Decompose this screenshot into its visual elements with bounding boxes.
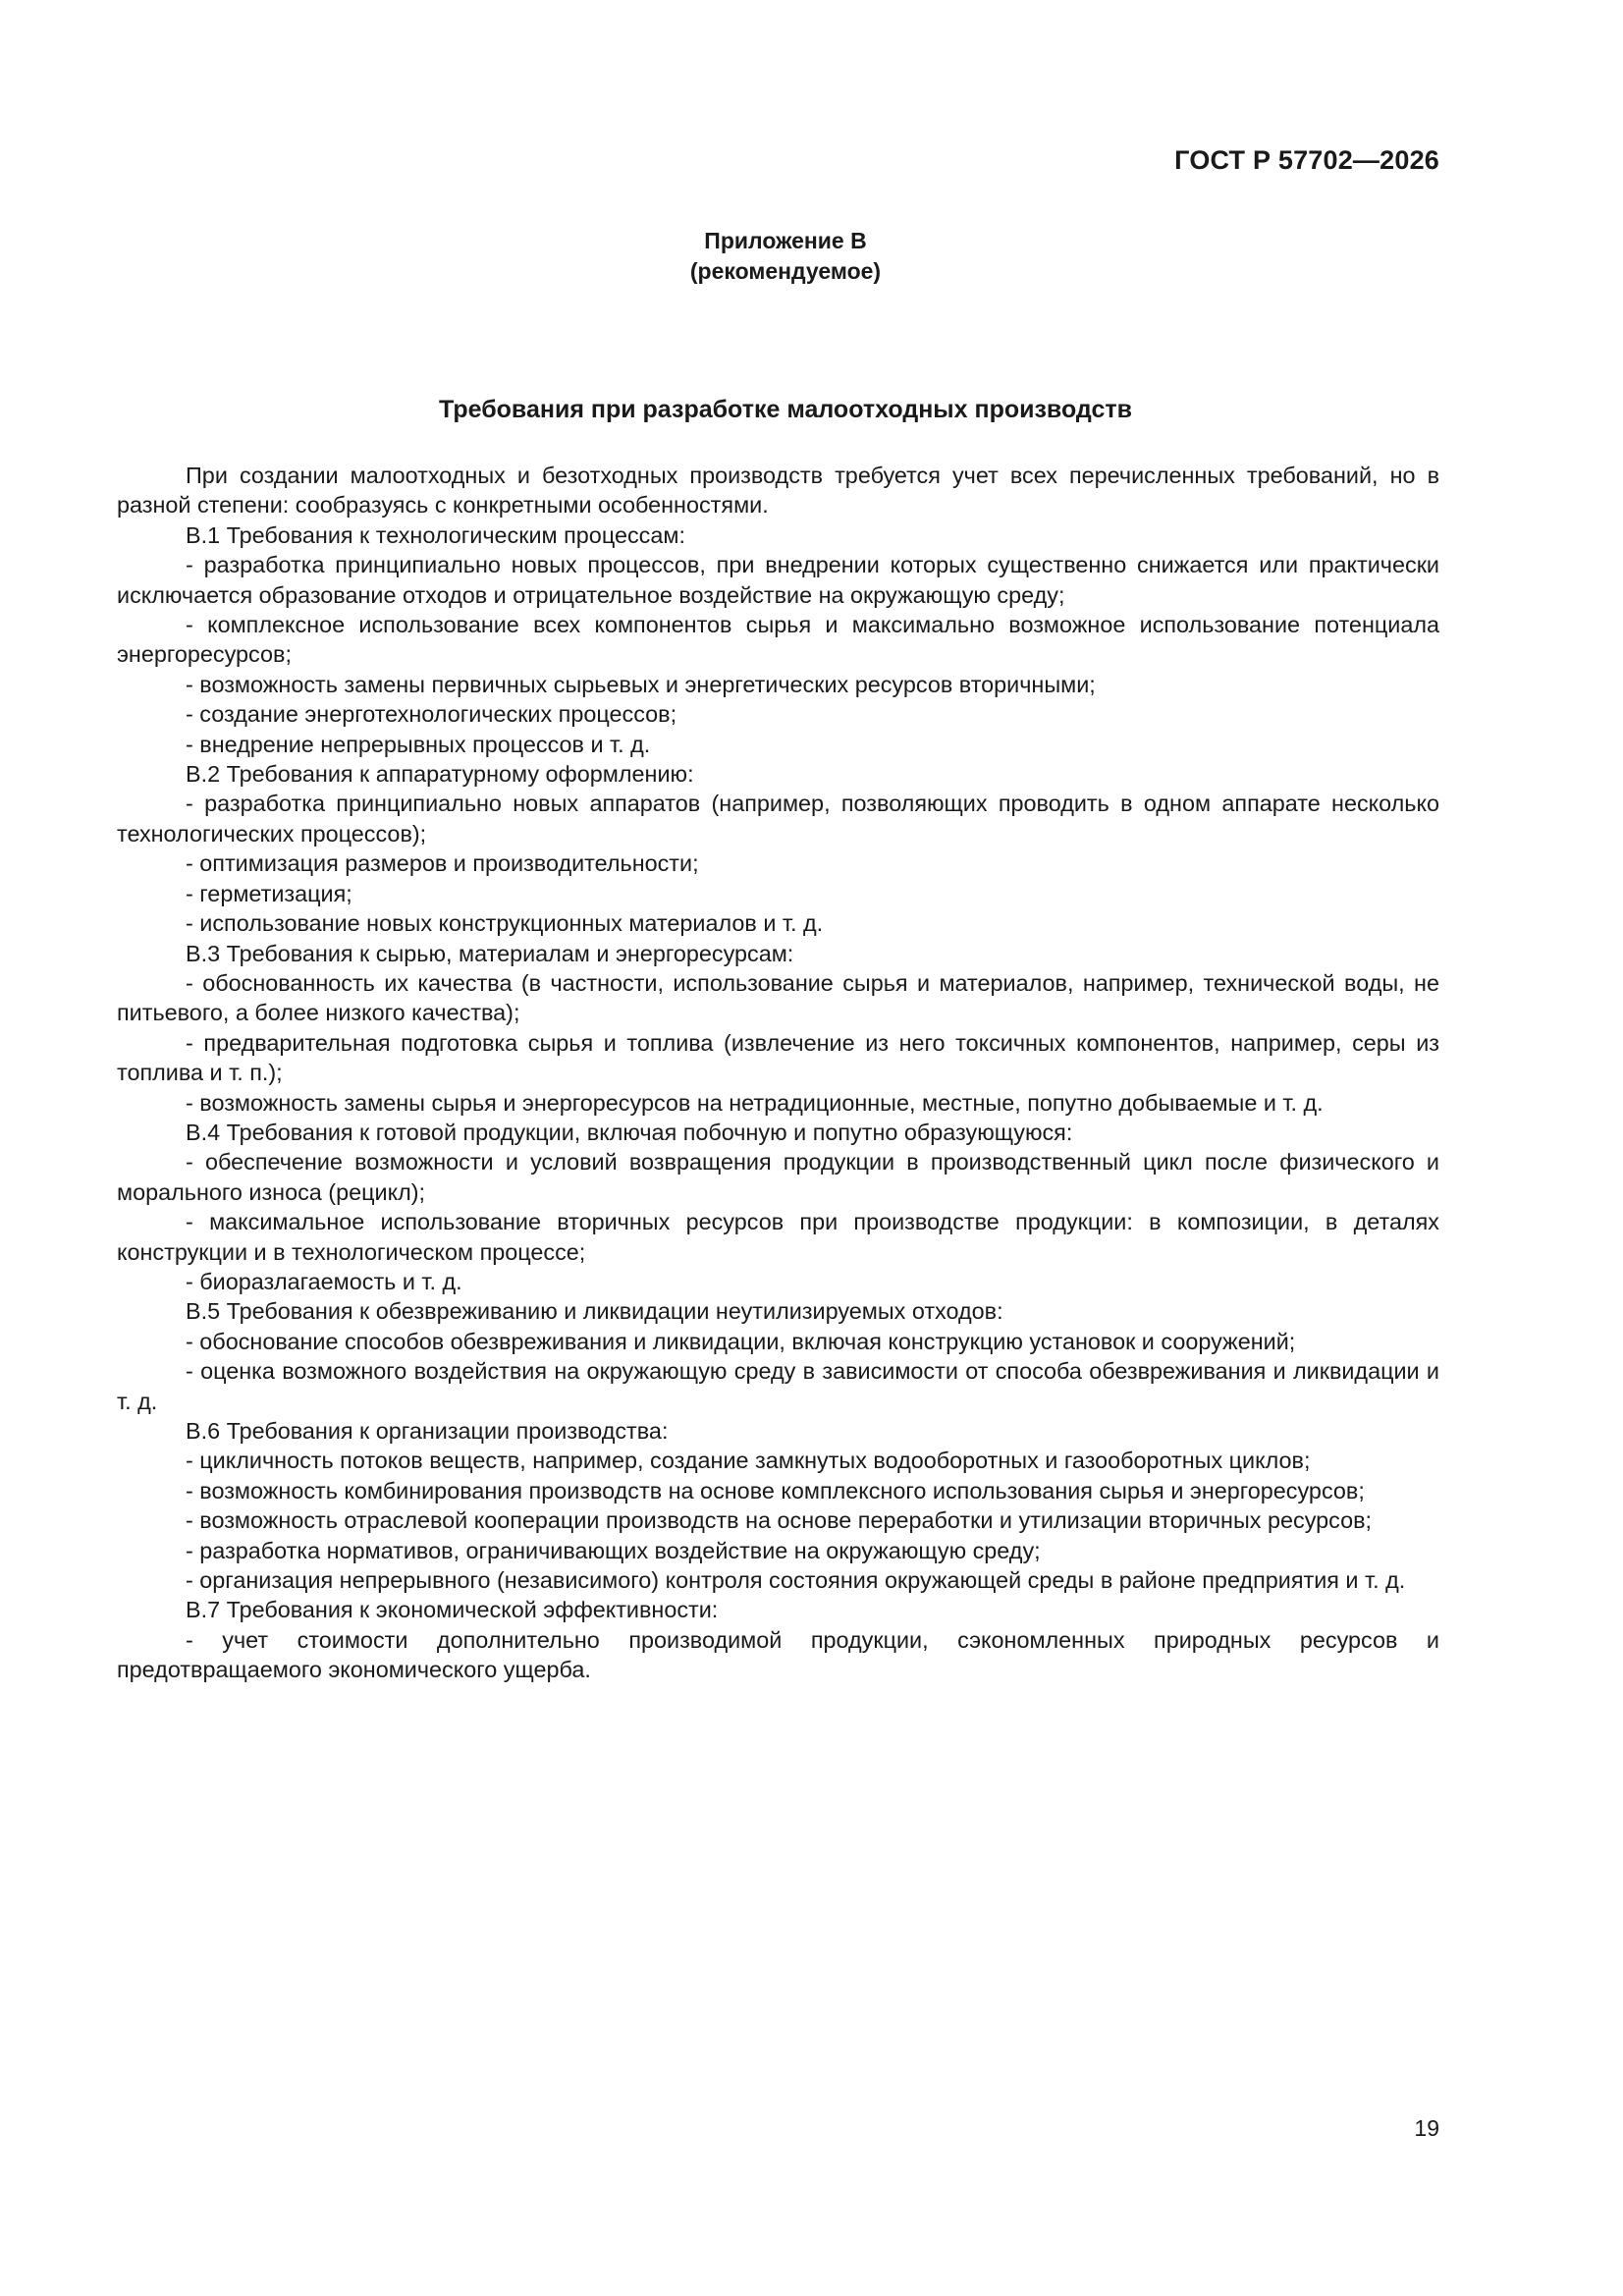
- clause-heading: В.7 Требования к экономической эффективности:: [186, 1597, 719, 1623]
- list-item: - возможность замены первичных сырьевых и энергетических ресурсов вторичными;: [186, 671, 1096, 697]
- clause-heading: В.6 Требования к организации производства:: [186, 1418, 669, 1444]
- appendix-status: (рекомендуемое): [689, 258, 882, 284]
- list-item: - герметизация;: [186, 880, 352, 906]
- list-item: - предварительная подготовка сырья и топлива (извлечение из него токсичных компонентов, например, серы из топлива и т. п.);: [117, 1029, 1439, 1086]
- list-item: - внедрение непрерывных процессов и т. д.: [186, 731, 651, 757]
- document-body: [117, 461, 1439, 1685]
- page-number: 19: [1414, 2115, 1439, 2141]
- list-item: - обеспечение возможности и условий возвращения продукции в производственный цикл после физического и морального износа (рецикл);: [117, 1149, 1439, 1205]
- clause-heading: В.3 Требования к сырью, материалам и энергоресурсам:: [186, 940, 794, 966]
- list-item: - обоснованность их качества (в частности, использование сырья и материалов, например, технической воды, не питьевого, а более низкого качества);: [117, 969, 1439, 1026]
- clause-heading: В.5 Требования к обезвреживанию и ликвидации неутилизируемых отходов:: [186, 1298, 1003, 1325]
- list-item: - создание энерготехнологических процессов;: [186, 701, 677, 728]
- list-item: - биоразлагаемость и т. д.: [186, 1268, 462, 1294]
- list-item: - организация непрерывного (независимого) контроля состояния окружающей среды в районе предприятия и т. д.: [186, 1567, 1406, 1594]
- section-title: Требования при разработке малоотходных производств: [439, 396, 1132, 423]
- list-item: - возможность комбинирования производств на основе комплексного использования сырья и энергоресурсов;: [186, 1477, 1365, 1503]
- list-item: - разработка нормативов, ограничивающих воздействие на окружающую среду;: [186, 1537, 1041, 1563]
- list-item: - разработка принципиально новых процессов, при внедрении которых существенно снижается или практически исключается образование отходов и отрицательное воздействие на окружающую среду;: [117, 552, 1439, 608]
- list-item: - оценка возможного воздействия на окружающую среду в зависимости от способа обезвреживания и ликвидации и т. д.: [117, 1358, 1439, 1414]
- list-item: - максимальное использование вторичных ресурсов при производстве продукции: в композиции, в деталях конструкции и в технологическом процессе;: [117, 1209, 1439, 1265]
- list-item: - возможность отраслевой кооперации производств на основе переработки и утилизации вторичных ресурсов;: [186, 1507, 1373, 1534]
- document-code: ГОСТ Р 57702—2026: [1174, 145, 1439, 175]
- list-item: - комплексное использование всех компонентов сырья и максимально возможное использование потенциала энергоресурсов;: [117, 612, 1439, 668]
- list-item: - возможность замены сырья и энергоресурсов на нетрадиционные, местные, попутно добываемые и т. д.: [186, 1089, 1324, 1116]
- list-item: - цикличность потоков веществ, например, создание замкнутых водооборотных и газооборотных циклов;: [186, 1448, 1311, 1474]
- clause-heading: В.4 Требования к готовой продукции, включая побочную и попутно образующуюся:: [186, 1119, 1073, 1145]
- clause-heading: В.2 Требования к аппаратурному оформлению:: [186, 761, 694, 788]
- list-item: - разработка принципиально новых аппаратов (например, позволяющих проводить в одном аппарате несколько технологических процессов);: [117, 791, 1439, 847]
- list-item: - использование новых конструкционных материалов и т. д.: [186, 910, 824, 937]
- appendix-heading: [0, 226, 1571, 287]
- intro-paragraph: При создании малоотходных и безотходных производств требуется учет всех перечисленных требований, но в разной степени: сообразуясь с конкретными особенностями.: [117, 463, 1439, 519]
- list-item: - обоснование способов обезвреживания и ликвидации, включая конструкцию установок и сооружений;: [186, 1328, 1296, 1354]
- clause-heading: В.1 Требования к технологическим процессам:: [186, 521, 685, 548]
- list-item: - учет стоимости дополнительно производимой продукции, сэкономленных природных ресурсов и предотвращаемого экономического ущерба.: [117, 1626, 1439, 1683]
- appendix-title: Приложение В: [704, 228, 867, 253]
- list-item: - оптимизация размеров и производительности;: [186, 850, 699, 877]
